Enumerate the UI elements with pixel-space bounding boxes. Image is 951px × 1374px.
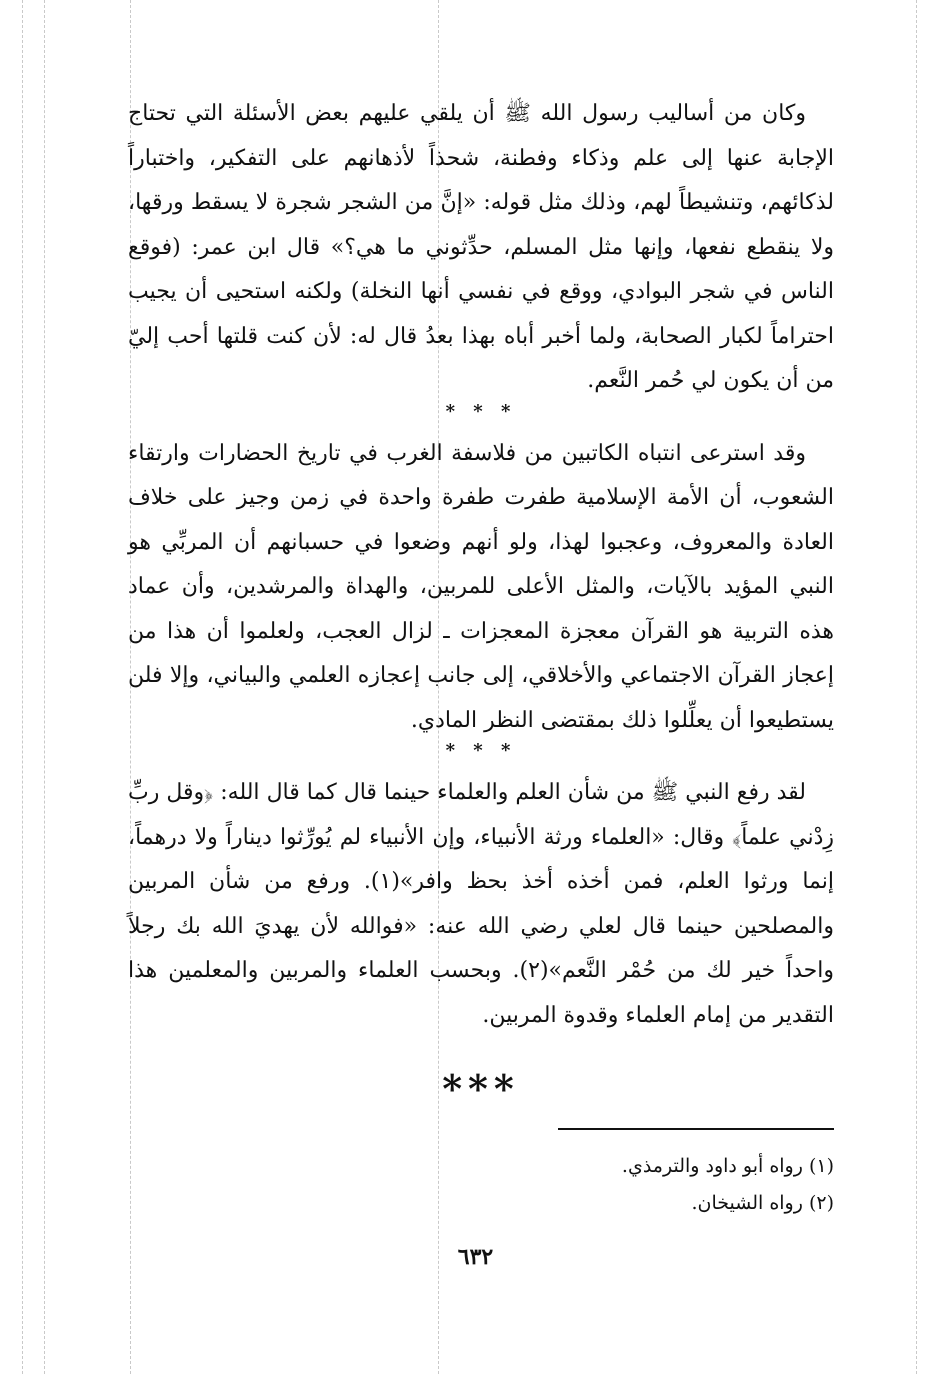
- scan-guide-line: [22, 0, 23, 1374]
- paragraph: وقد استرعى انتباه الكاتبين من فلاسفة الغرب في تاريخ الحضارات وارتقاء الشعوب، أن الأمة الإسلامية طفرت طفرة واحدة في زمن وجيز على خلاف العادة والمعروف، وعجبوا لهذا، ولو أنهم وضعوا في حسبانهم أن المربِّي هو النبي المؤيد بالآيات، والمثل الأعلى للمربين، والهداة والمرشدين، وأن عماد هذه التربية هو القرآن معجزة المعجزات ـ لزال العجب، ولعلموا أن هذا من إعجاز القرآن الاجتماعي والأخلاقي، إلى جانب إعجازه العلمي والبياني، وإلا فلن يستطيعوا أن يعلِّلوا ذلك بمقتضى النظر المادي.: [128, 440, 834, 733]
- footnote: (٢) رواه الشيخان.: [691, 1192, 834, 1214]
- paragraph: وكان من أساليب رسول الله ﷺ أن يلقي عليهم بعض الأسئلة التي تحتاج الإجابة عنها إلى علم وذكاء وفطنة، شحذاً لأذهانهم على التفكير، واختباراً لذكائهم، وتنشيطاً لهم، وذلك مثل قوله: «إنَّ من الشجر شجرة لا يسقط ورقها، ولا ينقطع نفعها، وإنها مثل المسلم، حدِّثوني ما هي؟» قال ابن عمر: (فوقع الناس في شجر البوادي، ووقع في نفسي أنها النخلة) ولكنه استحيى أن يجيب احتراماً لكبار الصحابة، ولما أخبر أباه بهذا بعدُ قال له: لأن كنت قلتها أحب إليّ من أن يكون لي حُمر النَّعم.: [128, 101, 834, 393]
- section-separator: * * *: [445, 740, 517, 761]
- section-separator: * * *: [445, 400, 517, 422]
- footnotes: [622, 1148, 834, 1222]
- paragraph: لقد رفع النبي ﷺ من شأن العلم والعلماء حينما قال كما قال الله: ﴿وقل ربِّ زِدْني علماً﴾ وقال: «العلماء ورثة الأنبياء، وإن الأنبياء لم يُورِّثوا ديناراً ولا درهماً، إنما ورثوا العلم، فمن أخذه أخذ بحظ وافر»(١). ورفع من شأن المربين والمصلحين حينما قال لعلي رضي الله عنه: «فوالله لأن يهديَ الله بك رجلاً واحداً خير لك من حُمْر النَّعم»(٢). وبحسب العلماء والمربين والمعلمين هذا التقدير من إمام العلماء وقدوة المربين.: [128, 780, 834, 1028]
- footnote: (١) رواه أبو داود والترمذي.: [621, 1155, 834, 1177]
- scan-guide-line: [916, 0, 917, 1374]
- footnote-divider: [558, 1128, 834, 1130]
- page-number: ٦٣٢: [457, 1244, 494, 1270]
- page-body: [128, 92, 834, 1114]
- end-separator: ***: [442, 1066, 520, 1111]
- scan-guide-line: [44, 0, 45, 1374]
